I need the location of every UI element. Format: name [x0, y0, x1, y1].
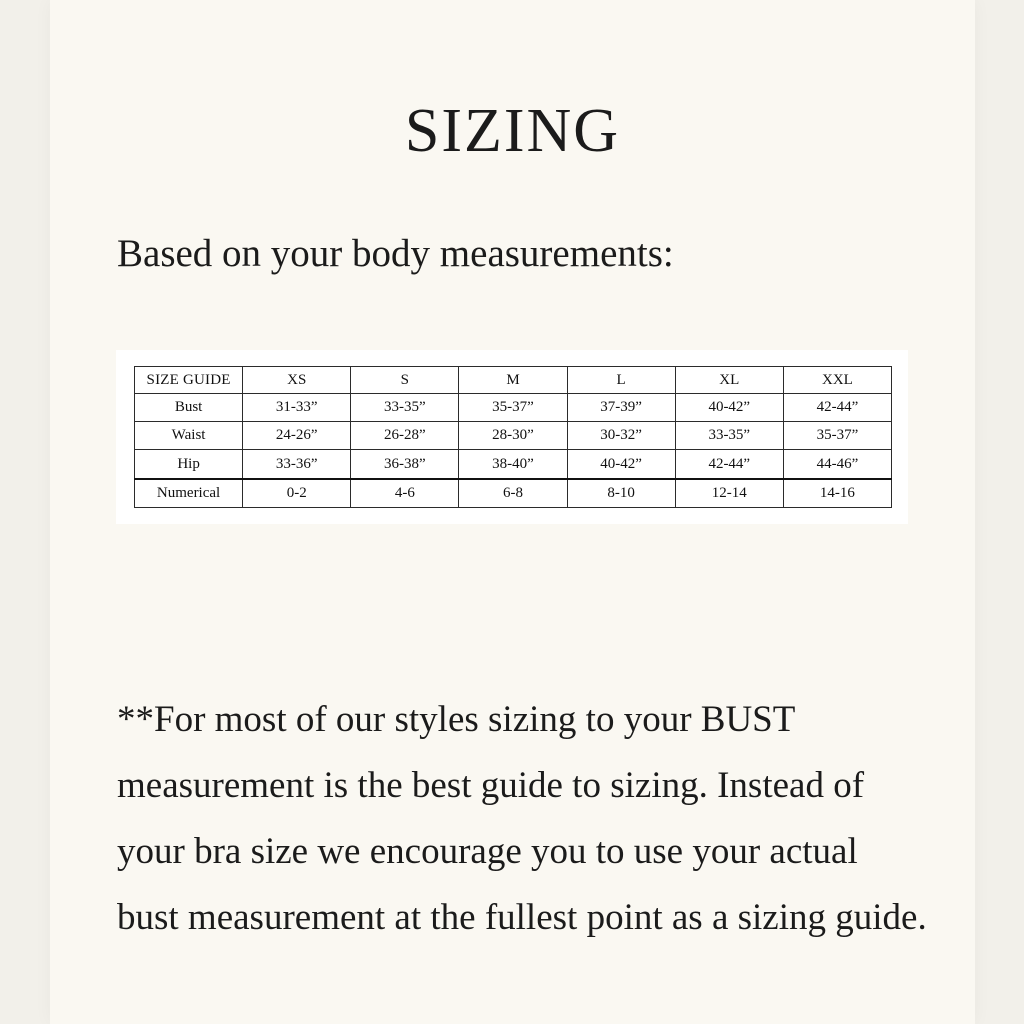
table-cell: 33-35”	[351, 394, 459, 422]
table-cell: 4-6	[351, 479, 459, 508]
table-cell: 24-26”	[243, 422, 351, 450]
table-cell: 42-44”	[675, 450, 783, 479]
table-cell: 33-36”	[243, 450, 351, 479]
size-guide-table	[134, 366, 892, 508]
row-label: Numerical	[135, 479, 243, 508]
table-cell: 0-2	[243, 479, 351, 508]
size-header-m: M	[459, 367, 567, 394]
table-cell: 42-44”	[783, 394, 891, 422]
table-cell: 40-42”	[675, 394, 783, 422]
page	[50, 0, 975, 1024]
size-guide-corner-label: SIZE GUIDE	[135, 367, 243, 394]
size-header-xl: XL	[675, 367, 783, 394]
row-label: Bust	[135, 394, 243, 422]
table-cell: 8-10	[567, 479, 675, 508]
size-guide-card	[116, 350, 908, 524]
size-header-s: S	[351, 367, 459, 394]
table-cell: 14-16	[783, 479, 891, 508]
table-cell: 12-14	[675, 479, 783, 508]
table-row-hip	[135, 450, 892, 479]
size-header-xxl: XXL	[783, 367, 891, 394]
table-cell: 31-33”	[243, 394, 351, 422]
table-cell: 30-32”	[567, 422, 675, 450]
table-row-numerical	[135, 479, 892, 508]
intro-text: Based on your body measurements:	[117, 232, 674, 275]
table-cell: 36-38”	[351, 450, 459, 479]
table-cell: 35-37”	[783, 422, 891, 450]
page-title: SIZING	[404, 96, 621, 165]
table-cell: 35-37”	[459, 394, 567, 422]
row-label: Waist	[135, 422, 243, 450]
row-label: Hip	[135, 450, 243, 479]
sizing-note: **For most of our styles sizing to your BUST measurement is the best guide to sizing. Instead of your bra size we encourage you to use your actual bust measurement at the fullest point as a sizing guide.	[117, 699, 927, 938]
table-cell: 28-30”	[459, 422, 567, 450]
size-guide-header-row	[135, 367, 892, 394]
table-cell: 44-46”	[783, 450, 891, 479]
table-cell: 33-35”	[675, 422, 783, 450]
size-header-xs: XS	[243, 367, 351, 394]
table-cell: 40-42”	[567, 450, 675, 479]
table-row-bust	[135, 394, 892, 422]
table-cell: 6-8	[459, 479, 567, 508]
table-cell: 26-28”	[351, 422, 459, 450]
table-cell: 38-40”	[459, 450, 567, 479]
size-header-l: L	[567, 367, 675, 394]
table-row-waist	[135, 422, 892, 450]
table-cell: 37-39”	[567, 394, 675, 422]
